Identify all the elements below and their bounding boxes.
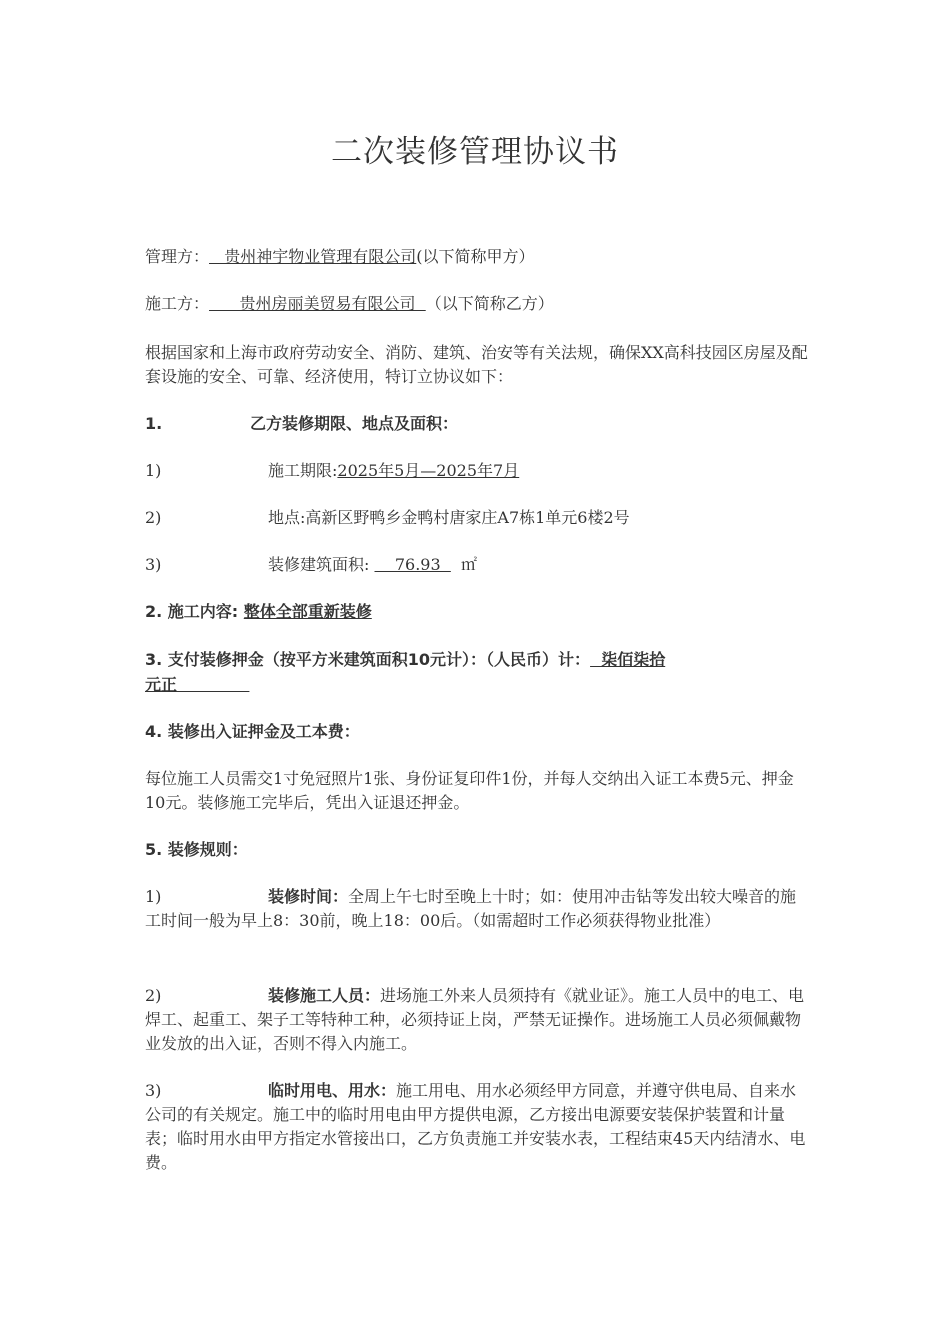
rule2-body: 进场施工外来人员须持有《就业证》。施工人员中的电工、电焊工、起重工、架子工等特种工种，必须持证上岗，严禁无证操作。进场施工人员必须佩戴物业发放的出入证，否则不得入内施工。: [145, 986, 805, 1053]
section2-value: 整体全部重新装修: [243, 602, 372, 621]
section3-label: 3. 支付装修押金（按平方米建筑面积10元计）：（人民币）计：: [145, 650, 591, 669]
manager-label: 管理方：: [145, 247, 210, 266]
manager-value: 贵州神宇物业管理有限公司: [209, 247, 417, 266]
rule1-head: 装修时间：: [268, 887, 349, 906]
document-title: 二次装修管理协议书: [331, 134, 619, 170]
contractor-value: 贵州房丽美贸易有限公司: [209, 294, 426, 313]
rule1-number: 1): [145, 887, 162, 906]
section1-number: 1.: [145, 414, 163, 433]
item2-line: [145, 506, 630, 530]
section3-value: 柒佰柒拾: [590, 650, 666, 669]
rule1-body: 全周上午七时至晚上十时；如：使用冲击钻等发出较大噪音的施工时间一般为早上8：30前，晚上18：00后。（如需超时工作必须获得物业批准）: [145, 887, 797, 930]
section3-line2: [145, 673, 249, 697]
contractor-label: 施工方：: [145, 294, 210, 313]
rule3-head: 临时用电、用水：: [268, 1081, 397, 1100]
rule1-paragraph: [145, 885, 810, 933]
section4-heading: 4. 装修出入证押金及工本费：: [145, 722, 360, 741]
item3-unit: ㎡: [450, 555, 478, 574]
rule2-head: 装修施工人员：: [268, 986, 381, 1005]
intro-paragraph: 根据国家和上海市政府劳动安全、消防、建筑、治安等有关法规，确保XX高科技园区房屋及配套设施的安全、可靠、经济使用，特订立协议如下：: [145, 343, 808, 386]
section3-line1: [145, 648, 665, 672]
item2-number: 2): [145, 508, 162, 527]
section2-label: 2. 施工内容:: [145, 602, 239, 621]
contractor-suffix: （以下简称乙方）: [425, 294, 554, 313]
rule2-paragraph: [145, 984, 810, 1056]
item1-number: 1): [145, 461, 162, 480]
rule3-paragraph: [145, 1079, 810, 1175]
section5-heading: 5. 装修规则：: [145, 840, 248, 859]
rule3-number: 3): [145, 1081, 162, 1100]
contractor-line: [145, 292, 554, 316]
item3-number: 3): [145, 555, 162, 574]
item3-label: 装修建筑面积:: [268, 555, 370, 574]
item2-text: 地点:高新区野鸭乡金鸭村唐家庄A7栋1单元6楼2号: [268, 508, 630, 527]
item3-value: 76.93: [374, 555, 451, 574]
section1-text: 乙方装修期限、地点及面积：: [250, 414, 459, 433]
rule2-number: 2): [145, 986, 162, 1005]
section4-body: 每位施工人员需交1寸免冠照片1张、身份证复印件1份，并每人交纳出入证工本费5元、押金10元。装修施工完毕后，凭出入证退还押金。: [145, 769, 794, 812]
item3-line: [145, 553, 477, 577]
section2-line: [145, 600, 372, 624]
rule3-body: 施工用电、用水必须经甲方同意，并遵守供电局、自来水公司的有关规定。施工中的临时用电由甲方提供电源，乙方接出电源要安装保护装置和计量表；临时用水由甲方指定水管接出口，乙方负责施工并安装水表，工程结束45天内结清水、电费。: [145, 1081, 806, 1172]
section3-value-cont: 元正: [145, 675, 250, 694]
manager-suffix: (以下简称甲方）: [416, 247, 535, 266]
manager-line: [145, 245, 535, 269]
section1-heading: [145, 412, 458, 436]
item1-line: [145, 459, 519, 483]
item1-value: 2025年5月—2025年7月: [337, 461, 520, 480]
item1-label: 施工期限:: [268, 461, 338, 480]
